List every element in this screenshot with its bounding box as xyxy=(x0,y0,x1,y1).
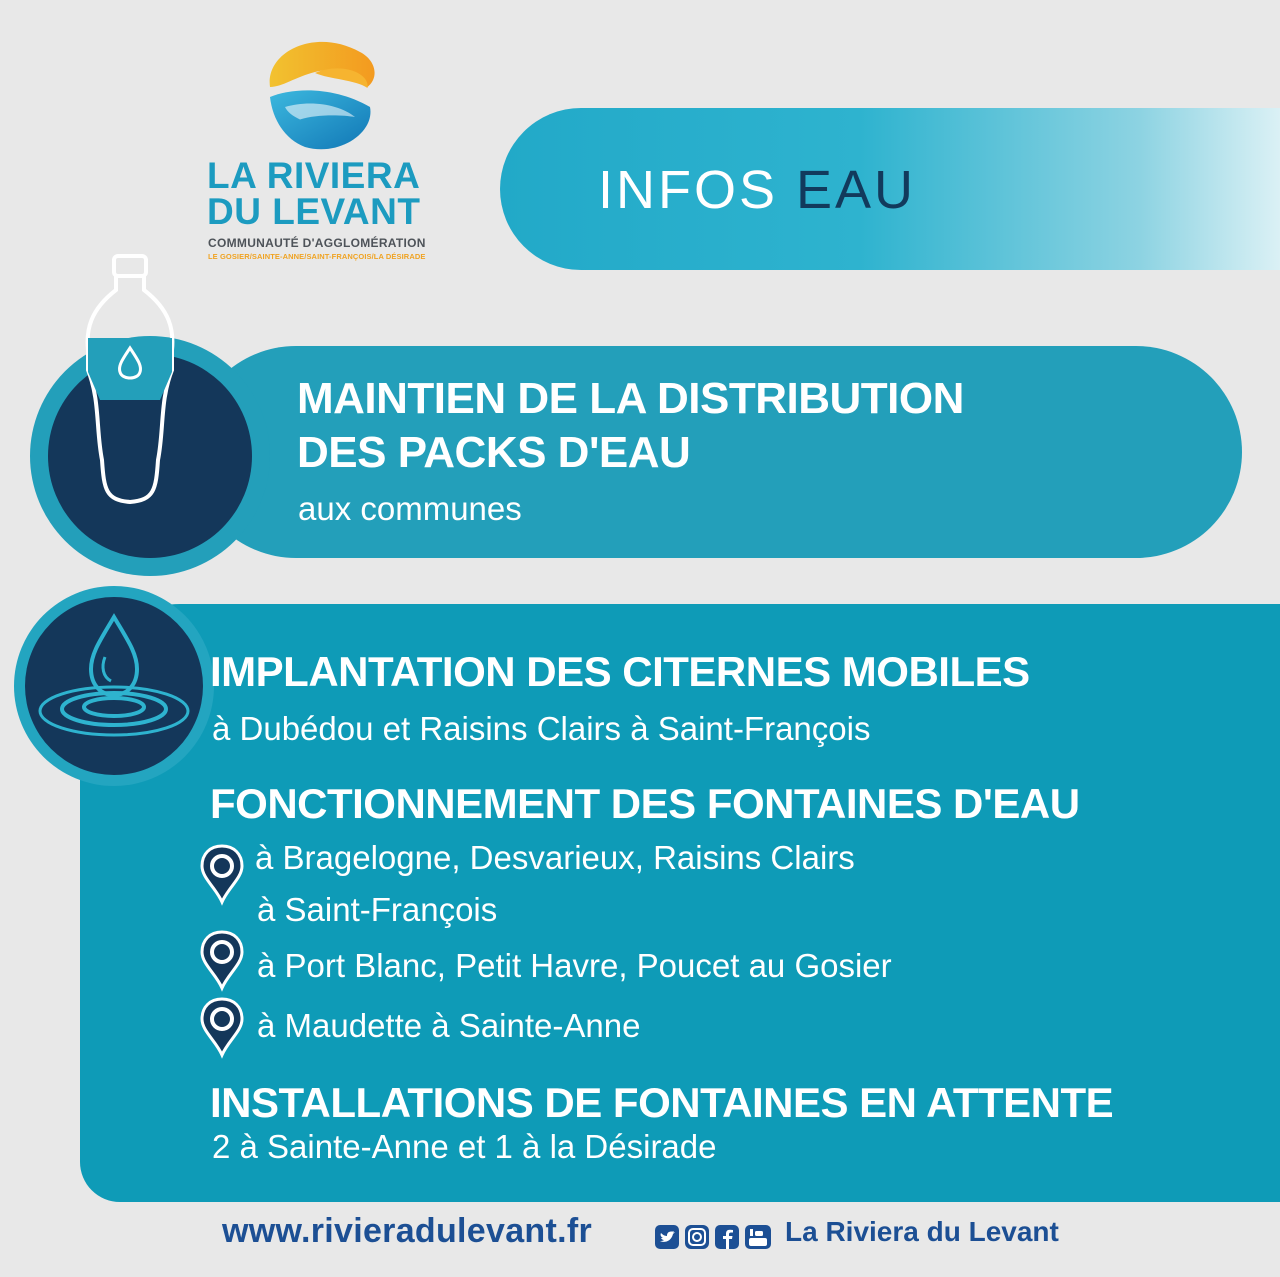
logo-communes: LE GOSIER/SAINTE-ANNE/SAINT-FRANÇOIS/LA DÉSIRADE xyxy=(208,252,426,261)
section1-title-line1: MAINTIEN DE LA DISTRIBUTION xyxy=(297,374,964,423)
logo-subtitle: COMMUNAUTÉ D'AGGLOMÉRATION xyxy=(208,236,426,250)
citernes-title: IMPLANTATION DES CITERNES MOBILES xyxy=(210,648,1030,695)
location-item: à Bragelogne, Desvarieux, Raisins Clairs xyxy=(255,839,855,876)
page-title-part1: INFOS xyxy=(598,160,797,220)
social-icons xyxy=(655,1225,773,1251)
location-pin-icon xyxy=(198,995,246,1059)
location-item-continued: à Saint-François xyxy=(257,891,498,928)
youtube-icon[interactable] xyxy=(745,1225,771,1249)
page-title xyxy=(598,158,916,222)
website-link[interactable]: www.rivieradulevant.fr xyxy=(222,1212,593,1250)
logo-emblem xyxy=(255,28,385,156)
location-pin-icon xyxy=(198,928,246,992)
water-bottle-icon xyxy=(70,250,190,520)
logo-title-line1: LA RIVIERA xyxy=(207,155,421,196)
water-drop-icon xyxy=(25,597,203,775)
installations-subtitle: 2 à Sainte-Anne et 1 à la Désirade xyxy=(212,1128,717,1165)
section1-title-line2: DES PACKS D'EAU xyxy=(297,428,691,477)
facebook-icon[interactable] xyxy=(715,1225,739,1249)
section1-subtitle: aux communes xyxy=(298,490,522,527)
fontaines-title: FONCTIONNEMENT DES FONTAINES D'EAU xyxy=(210,780,1080,827)
location-item: à Maudette à Sainte-Anne xyxy=(257,1007,641,1044)
logo-title xyxy=(207,155,421,232)
logo-title-line2: DU LEVANT xyxy=(207,191,421,232)
page-title-part2: EAU xyxy=(796,160,917,220)
twitter-icon[interactable] xyxy=(655,1225,679,1249)
footer-brand-name[interactable]: La Riviera du Levant xyxy=(785,1216,1059,1247)
section1-title xyxy=(297,372,1197,480)
installations-title: INSTALLATIONS DE FONTAINES EN ATTENTE xyxy=(210,1079,1114,1126)
location-pin-icon xyxy=(198,842,246,906)
instagram-icon[interactable] xyxy=(685,1225,709,1249)
citernes-subtitle: à Dubédou et Raisins Clairs à Saint-François xyxy=(212,710,871,747)
location-item: à Port Blanc, Petit Havre, Poucet au Gosier xyxy=(257,947,892,984)
